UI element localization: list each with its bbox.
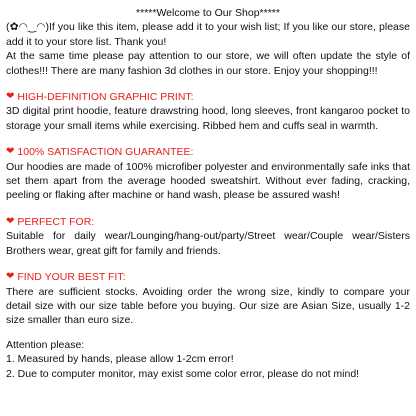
attention-item: 1. Measured by hands, please allow 1-2cm error!: [6, 353, 234, 366]
section-heading-label: 100% SATISFACTION GUARANTEE:: [17, 146, 194, 159]
section-heading-label: PERFECT FOR:: [17, 215, 95, 228]
intro-store-text: At the same time please pay attention to our store, we will often update the style of clothes!!! There are many fashion 3d clothes in our store. Enjoy your shopping!!!: [6, 50, 410, 77]
attention-item: 2. Due to computer monitor, may exist some color error, please do not mind!: [6, 367, 360, 380]
section-body-print: 3D digital print hoodie, feature drawstring hood, long sleeves, front kangaroo pocket to storage your small items while exercising. Ribbed hem and cuffs seal in warmth.: [6, 105, 410, 132]
welcome-banner: *****Welcome to Our Shop*****: [136, 7, 280, 19]
section-heading-label: FIND YOUR BEST FIT:: [17, 271, 126, 284]
section-body-guarantee: Our hoodies are made of 100% microfiber polyester and environmentally safe inks that set them apart from the average hooded sweatshirt. Without ever fading, cracking, peeling or flaking after machine or hand wash, please be assured wash!: [6, 160, 410, 202]
section-heading-fit: [6, 270, 410, 284]
section-heading-perfect-for: [6, 215, 410, 229]
attention-block: [6, 338, 410, 381]
section-body-fit: There are sufficient stocks. Avoiding order the wrong size, kindly to compare your detail size with our size table before you buying. Our size are Asian Size, usually 1-2 size smaller than euro size.: [6, 285, 410, 327]
heart-icon: ❤: [6, 215, 15, 227]
section-heading-label: HIGH-DEFINITION GRAPHIC PRINT:: [17, 91, 194, 104]
intro-wishlist-text: (✿◠‿◠)If you like this item, please add it to your wish list; If you like our store, please add it to your store list. Thank you!: [6, 21, 410, 48]
heart-icon: ❤: [6, 91, 15, 103]
heart-icon: ❤: [6, 271, 15, 283]
section-heading-guarantee: [6, 145, 410, 159]
section-heading-print: [6, 90, 410, 104]
heart-icon: ❤: [6, 146, 15, 158]
section-body-perfect-for: Suitable for daily wear/Lounging/hang-out/party/Street wear/Couple wear/Sisters Brothers wear, great gift for family and friends.: [6, 230, 410, 257]
attention-title: Attention please:: [6, 338, 85, 351]
